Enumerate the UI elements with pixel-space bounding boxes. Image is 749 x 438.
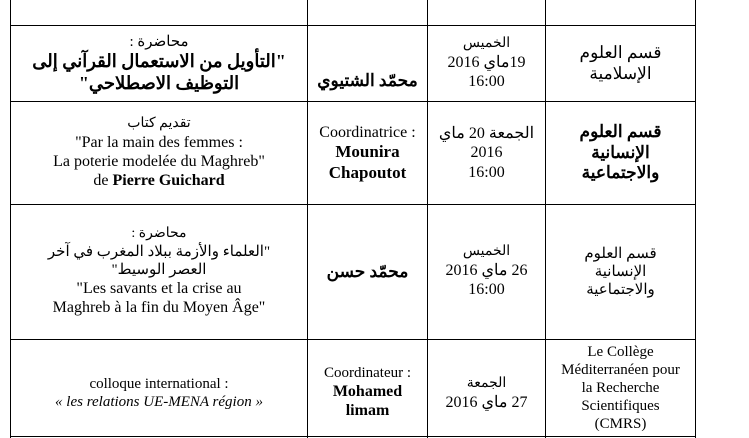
activity-type: colloque international : <box>89 376 229 392</box>
table-row-3-department <box>546 205 695 339</box>
table-row-1-date <box>428 26 545 101</box>
author-prefix: de <box>93 171 109 189</box>
author-name: Pierre Guichard <box>112 171 225 189</box>
activity-type: محاضرة : <box>129 33 189 50</box>
table-row-4-date <box>428 340 545 436</box>
date-value: 27 ماي 2016 <box>445 393 528 411</box>
speaker-name-line2: Chapoutot <box>328 162 407 182</box>
activity-title-french-line2: Maghreb à la fin du Moyen Âge" <box>52 299 266 317</box>
activity-author-line <box>93 171 224 190</box>
department-name: قسم العلوم الإنسانية والاجتماعية <box>579 122 662 183</box>
table-row-2-speaker <box>308 102 427 204</box>
department-line4: Scientifiques <box>581 398 660 414</box>
activity-type: محاضرة : <box>131 226 187 242</box>
date-time: 16:00 <box>468 163 505 181</box>
date-time: 16:00 <box>468 281 505 299</box>
activity-title-line2: La poterie modelée du Maghreb" <box>53 152 265 170</box>
date-year: 2016 <box>470 144 503 162</box>
department-line3: la Recherche <box>581 380 660 396</box>
department-line2: Méditerranéen pour <box>561 362 680 378</box>
table-row-3-date <box>428 205 545 339</box>
date-day: الخميس <box>462 35 511 51</box>
speaker-name-line2: limam <box>345 402 390 419</box>
department-name: قسم العلوم الإسلامية <box>579 43 662 83</box>
speaker-name-line1: Mohamed <box>332 382 403 400</box>
activity-title-arabic: "العلماء والأزمة ببلاد المغرب في آخر العصر الوسيط" <box>47 244 271 279</box>
speaker-name: محمّد الشتيوي <box>317 70 418 90</box>
activity-title: « les relations UE-MENA région » <box>55 394 263 410</box>
date-value: 19ماي 2016 <box>447 53 526 71</box>
speaker-role: Coordinatrice : <box>319 124 416 142</box>
table-row-1-department <box>546 26 695 101</box>
department-line5: (CMRS) <box>594 416 647 432</box>
row-divider <box>10 436 695 437</box>
table-row-2-department <box>546 102 695 204</box>
activity-title-line1: "Par la main des femmes : <box>75 133 243 151</box>
date-value: 26 ماي 2016 <box>445 262 528 280</box>
department-name: قسم العلوم الإنسانية والاجتماعية <box>584 246 657 298</box>
table-row-3-speaker <box>308 205 427 339</box>
table-row-1-speaker <box>308 26 427 101</box>
table-border-right <box>695 0 696 438</box>
date-day: الجمعة <box>466 376 507 391</box>
table-row-3-activity <box>11 205 307 339</box>
speaker-name-line1: Mounira <box>335 142 400 162</box>
activity-title: "التأويل من الاستعمال القرآني إلى التوظيف الاصطلاحي" <box>32 50 286 93</box>
table-row-4-speaker <box>308 340 427 436</box>
activity-type: تقديم كتاب <box>127 115 191 131</box>
speaker-name: محمّد حسن <box>326 261 409 281</box>
table-row-4-activity <box>11 340 307 436</box>
table-row-2-activity <box>11 102 307 204</box>
speaker-role: Coordinateur : <box>323 364 412 381</box>
table-row-4-department <box>546 340 695 436</box>
table-row-1-activity <box>11 26 307 101</box>
department-line1: Le Collège <box>587 344 654 360</box>
activity-title-french-line1: "Les savants et la crise au <box>76 280 242 298</box>
date-day: الخميس <box>462 244 511 260</box>
table-row-2-date <box>428 102 545 204</box>
date-time: 16:00 <box>468 72 505 90</box>
date-day-date: الجمعة 20 ماي <box>438 125 535 143</box>
